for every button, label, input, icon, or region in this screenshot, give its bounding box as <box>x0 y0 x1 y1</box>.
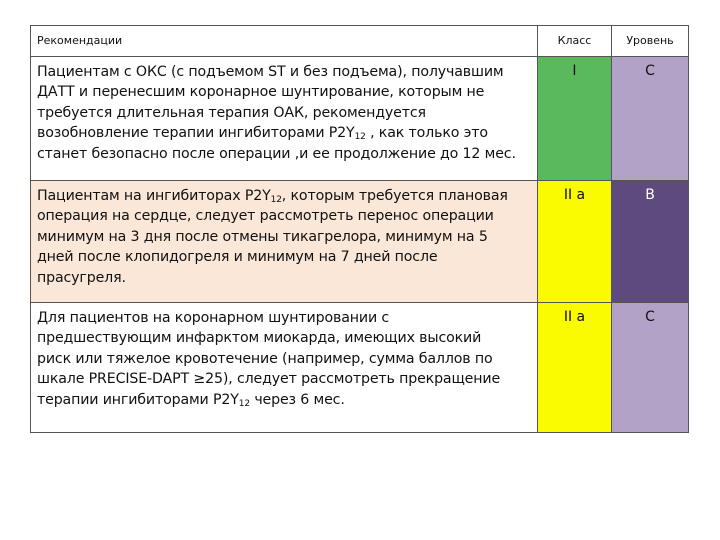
level-cell-b <box>612 181 689 303</box>
table-row <box>31 303 689 433</box>
header-level: Уровень <box>626 34 674 47</box>
header-cell-recommendations <box>31 26 538 57</box>
header-cell-level <box>612 26 689 57</box>
level-cell-c <box>612 57 689 181</box>
recommendations-table <box>30 25 689 433</box>
recommendation-cell <box>31 57 538 181</box>
table-row <box>31 181 689 303</box>
table-row <box>31 57 689 181</box>
table-header-row <box>31 26 689 57</box>
class-value: II a <box>563 187 586 203</box>
header-class: Класс <box>557 34 592 47</box>
class-cell-i <box>538 57 612 181</box>
class-value: I <box>572 63 577 79</box>
recommendation-text: Пациентам с ОКС (с подъемом ST и без подъема), получавшим ДАТТ и перенесшим коронарное шунтирование, которым не требуется длительная терапия ОАК, рекомендуется возобновление терапии ингибиторами $P2Y_{12}$ , как только это станет безопасно после операции ,и ее продолжение до 12 мес. <box>37 64 516 162</box>
header-cell-class <box>538 26 612 57</box>
recommendation-text: Для пациентов на коронарном шунтировании с предшествующим инфарктом миокарда, имеющих высокий риск или тяжелое кровотечение (например, сумма баллов по шкале PRECISE-DAPT ≥25), следует рассмотреть прекращение терапии ингибиторами $P2Y_{12}$ через 6 мес. <box>37 310 501 409</box>
level-value: C <box>645 63 655 79</box>
recommendation-text: Пациентам на ингибиторах $P2Y_{12}$, которым требуется плановая операция на сердце, следует рассмотреть перенос операции минимум на 3 дня после отмены тикагрелора, минимум на 5 дней после клопидогреля и минимум на 7 дней после прасугреля. <box>37 188 508 286</box>
class-cell-iia <box>538 303 612 433</box>
header-recommendations: Рекомендации <box>37 34 123 47</box>
class-cell-iia <box>538 181 612 303</box>
level-cell-c <box>612 303 689 433</box>
recommendation-cell <box>31 303 538 433</box>
class-value: II a <box>563 309 586 325</box>
recommendation-cell <box>31 181 538 303</box>
level-value: C <box>645 309 655 325</box>
level-value: B <box>645 187 655 203</box>
